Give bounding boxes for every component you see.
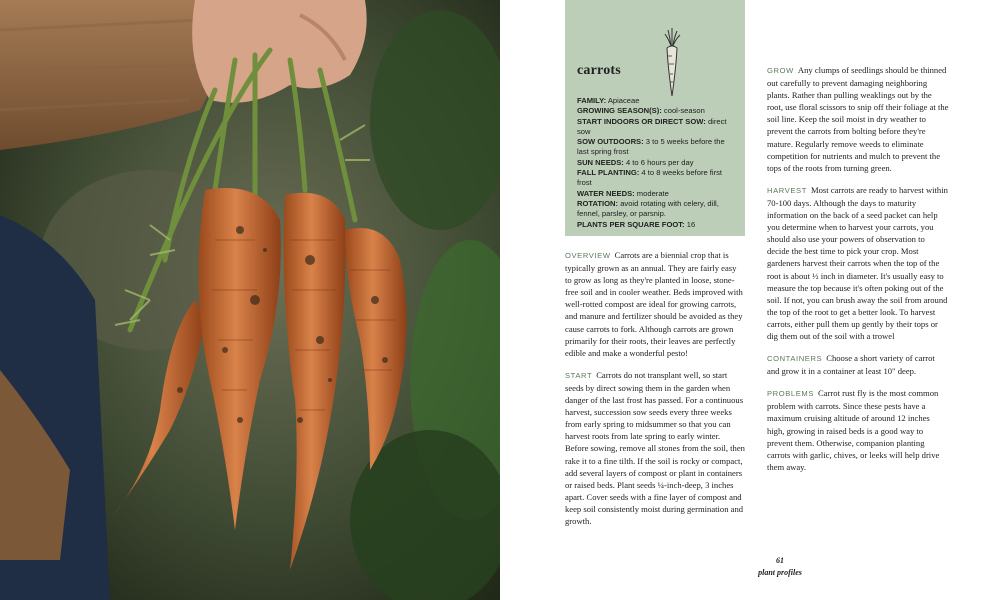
- fact-sow-outdoors: SOW OUTDOORS: 3 to 5 weeks before the last spring frost: [577, 137, 725, 157]
- section-harvest: HARVEST Most carrots are ready to harvest within 70-100 days. Although the days to maturity information on the back of a seed packet can help you determine when to harvest your carrots, you should also use your powers of observation to decide the best time to pick your crop. Most gardeners harvest their carrots when the top of the root is about ½ inch in diameter. It's usually easy to measure the top because it's often poking out of the soil. If not, you can brush away the soil from around the top of the root to get a better look. To harvest carrots, either pull them up gently by their tops or dig them out of the soil with a trowel: [767, 184, 948, 341]
- section-containers: CONTAINERS Choose a short variety of carrot and grow it in a container at least 10" deep.: [767, 353, 935, 377]
- page-footer: [725, 555, 835, 579]
- plant-facts-panel: [565, 0, 745, 236]
- section-name: plant profiles: [758, 568, 802, 577]
- fact-sun-needs: SUN NEEDS: 4 to 6 hours per day: [577, 157, 694, 167]
- fact-plants-per-sqft: PLANTS PER SQUARE FOOT: 16: [577, 219, 696, 229]
- plant-name-title: carrots: [577, 63, 621, 78]
- right-text-column: [767, 64, 949, 483]
- fact-rotation: ROTATION: avoid rotating with celery, dill, fennel, parsley, or parsnip.: [577, 198, 719, 219]
- section-grow: GROW Any clumps of seedlings should be thinned out carefully to prevent damaging neighboring plants. Rather than pulling weaklings out by the root, use floral scissors to snip off their foliage at the soil line. Keep the soil moist in dry weather to prevent the carrots from bolting before they're mature. Regularly remove weeds to eliminate competition for nutrients and mulch to prevent the tops of the roots from turning green.: [767, 65, 949, 173]
- plant-profile-page: [500, 0, 1000, 600]
- fact-growing-season: GROWING SEASON(S): cool-season: [577, 106, 705, 116]
- fact-family: FAMILY: Apiaceae: [577, 96, 640, 105]
- carrot-icon: [658, 28, 686, 98]
- fact-water-needs: WATER NEEDS: moderate: [577, 188, 669, 198]
- plant-facts-list: [577, 96, 737, 230]
- page-number: 61: [776, 556, 784, 565]
- section-start: START Carrots do not transplant well, so start seeds by direct sowing them in the garden when danger of the last frost has passed. For a continuous harvest, succession sow seeds every three weeks from early spring to midsummer so that you can harvest roots from late spring to early winter. Before sowing, remove all stones from the soil, then rake it to a fine tilth. If the soil is rocky or compact, add several layers of compost or plant in containers or raised beds. Plant seeds ¼-inch-deep, 3 inches apart. Cover seeds with a fine layer of compost and keep soil consistently moist during germination and growth.: [565, 369, 745, 526]
- left-text-column: [565, 249, 745, 537]
- section-overview: OVERVIEW Carrots are a biennial crop that is typically grown as an annual. They are fairly easy to grow as long as they're planted in loose, stone-free soil and in cooler weather. Beds improved with well-rotted compost are ideal for growing carrots, and manure and fertilizer should be avoided as they cause carrots to fork. Although carrots are grown primarily for their roots, their leaves are perfectly edible and make a wonderful pesto!: [565, 250, 743, 358]
- fact-fall-planting: FALL PLANTING: 4 to 8 weeks before first frost: [577, 168, 723, 188]
- section-problems: PROBLEMS Carrot rust fly is the most common problem with carrots. Since these pests have a maximum cruising altitude of around 12 inches high, growing in raised beds is a good way to prevent them. Otherwise, companion planting carrots with garlic, chives, or leeks will help drive them away.: [767, 388, 940, 472]
- fact-start-method: START INDOORS OR DIRECT SOW: direct sow: [577, 116, 727, 136]
